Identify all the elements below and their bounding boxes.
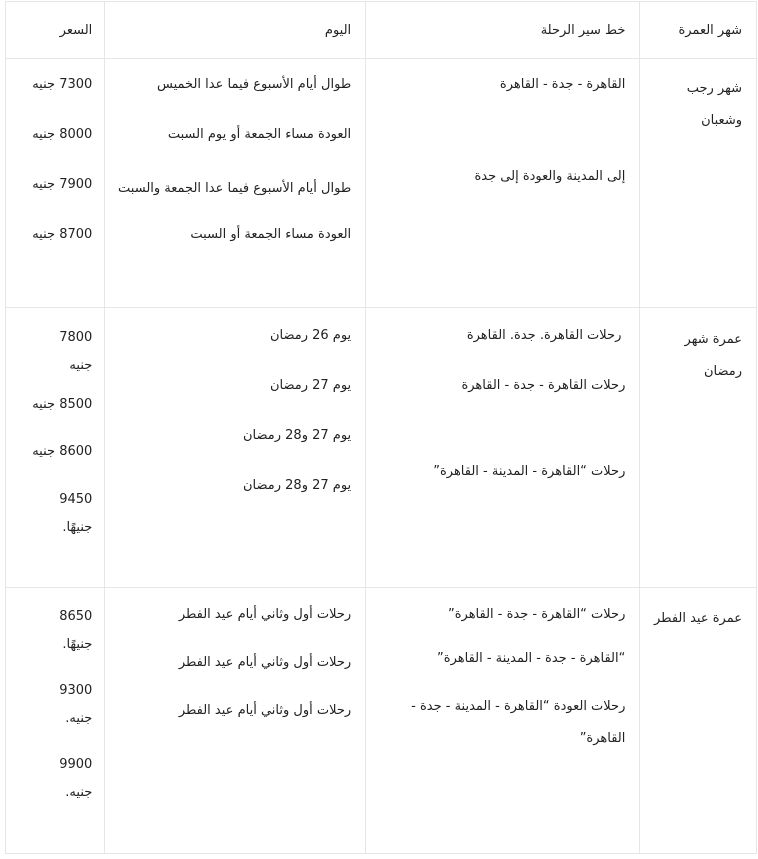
price-line: 9450 جنيهًا. <box>59 492 93 535</box>
route-line: رحلات “القاهرة - المدينة - القاهرة” <box>433 464 626 479</box>
day-line: طوال أيام الأسبوع فيما عدا الجمعة والسبت <box>118 181 352 196</box>
price-line: 9300 جنيه. <box>59 683 93 726</box>
day-line: العودة مساء الجمعة أو يوم السبت <box>167 127 352 142</box>
price-line: 7900 جنيه <box>32 177 93 192</box>
route-line: رحلات القاهرة - جدة - القاهرة <box>461 378 626 393</box>
price-line: 8000 جنيه <box>32 127 93 142</box>
route-line: رحلات “القاهرة - جدة - القاهرة” <box>447 607 626 622</box>
price-line: 7800 جنيه <box>59 330 93 373</box>
day-cell <box>105 59 366 308</box>
month-text: عمرة عيد الفطر <box>653 611 742 626</box>
price-line: 8650 جنيهًا. <box>59 609 93 652</box>
route-line: رحلات العودة “القاهرة - المدينة - جدة - القاهرة” <box>411 699 626 746</box>
month-cell <box>640 588 757 854</box>
month-text: عمرة شهر رمضان <box>684 332 742 379</box>
price-line: 9900 جنيه. <box>59 757 93 800</box>
day-line: يوم 27 و28 رمضان <box>242 478 352 493</box>
day-line: رحلات أول وثاني أيام عيد الفطر <box>178 655 352 670</box>
route-line: إلى المدينة والعودة إلى جدة <box>474 169 626 184</box>
month-text: شهر رجب وشعبان <box>686 81 742 128</box>
table-row <box>6 588 757 854</box>
price-cell <box>6 588 105 854</box>
table-row <box>6 59 757 308</box>
price-cell <box>6 308 105 588</box>
price-line: 8600 جنيه <box>32 444 93 459</box>
header-price: السعر <box>6 2 105 59</box>
day-line: طوال أيام الأسبوع فيما عدا الخميس <box>157 77 352 92</box>
price-line: 8700 جنيه <box>32 227 93 242</box>
header-month: شهر العمرة <box>640 2 757 59</box>
route-line: “القاهرة - جدة - المدينة - القاهرة” <box>437 651 626 666</box>
route-line: القاهرة - جدة - القاهرة <box>499 77 626 92</box>
price-line: 7300 جنيه <box>32 77 93 92</box>
month-cell <box>640 308 757 588</box>
header-route: خط سير الرحلة <box>366 2 640 59</box>
day-line: يوم 26 رمضان <box>269 328 352 343</box>
route-cell <box>366 308 640 588</box>
day-line: رحلات أول وثاني أيام عيد الفطر <box>178 607 352 622</box>
table-header-row <box>6 2 757 59</box>
price-cell <box>6 59 105 308</box>
day-cell <box>105 308 366 588</box>
day-line: العودة مساء الجمعة أو السبت <box>190 227 352 242</box>
route-line: رحلات القاهرة. جدة. القاهرة <box>466 328 622 343</box>
day-cell <box>105 588 366 854</box>
month-cell <box>640 59 757 308</box>
table-row <box>6 308 757 588</box>
day-line: يوم 27 رمضان <box>269 378 352 393</box>
header-day: اليوم <box>105 2 366 59</box>
route-cell <box>366 588 640 854</box>
day-line: يوم 27 و28 رمضان <box>242 428 352 443</box>
price-line: 8500 جنيه <box>32 397 93 412</box>
route-cell <box>366 59 640 308</box>
umrah-prices-table <box>5 1 757 854</box>
day-line: رحلات أول وثاني أيام عيد الفطر <box>178 703 352 718</box>
